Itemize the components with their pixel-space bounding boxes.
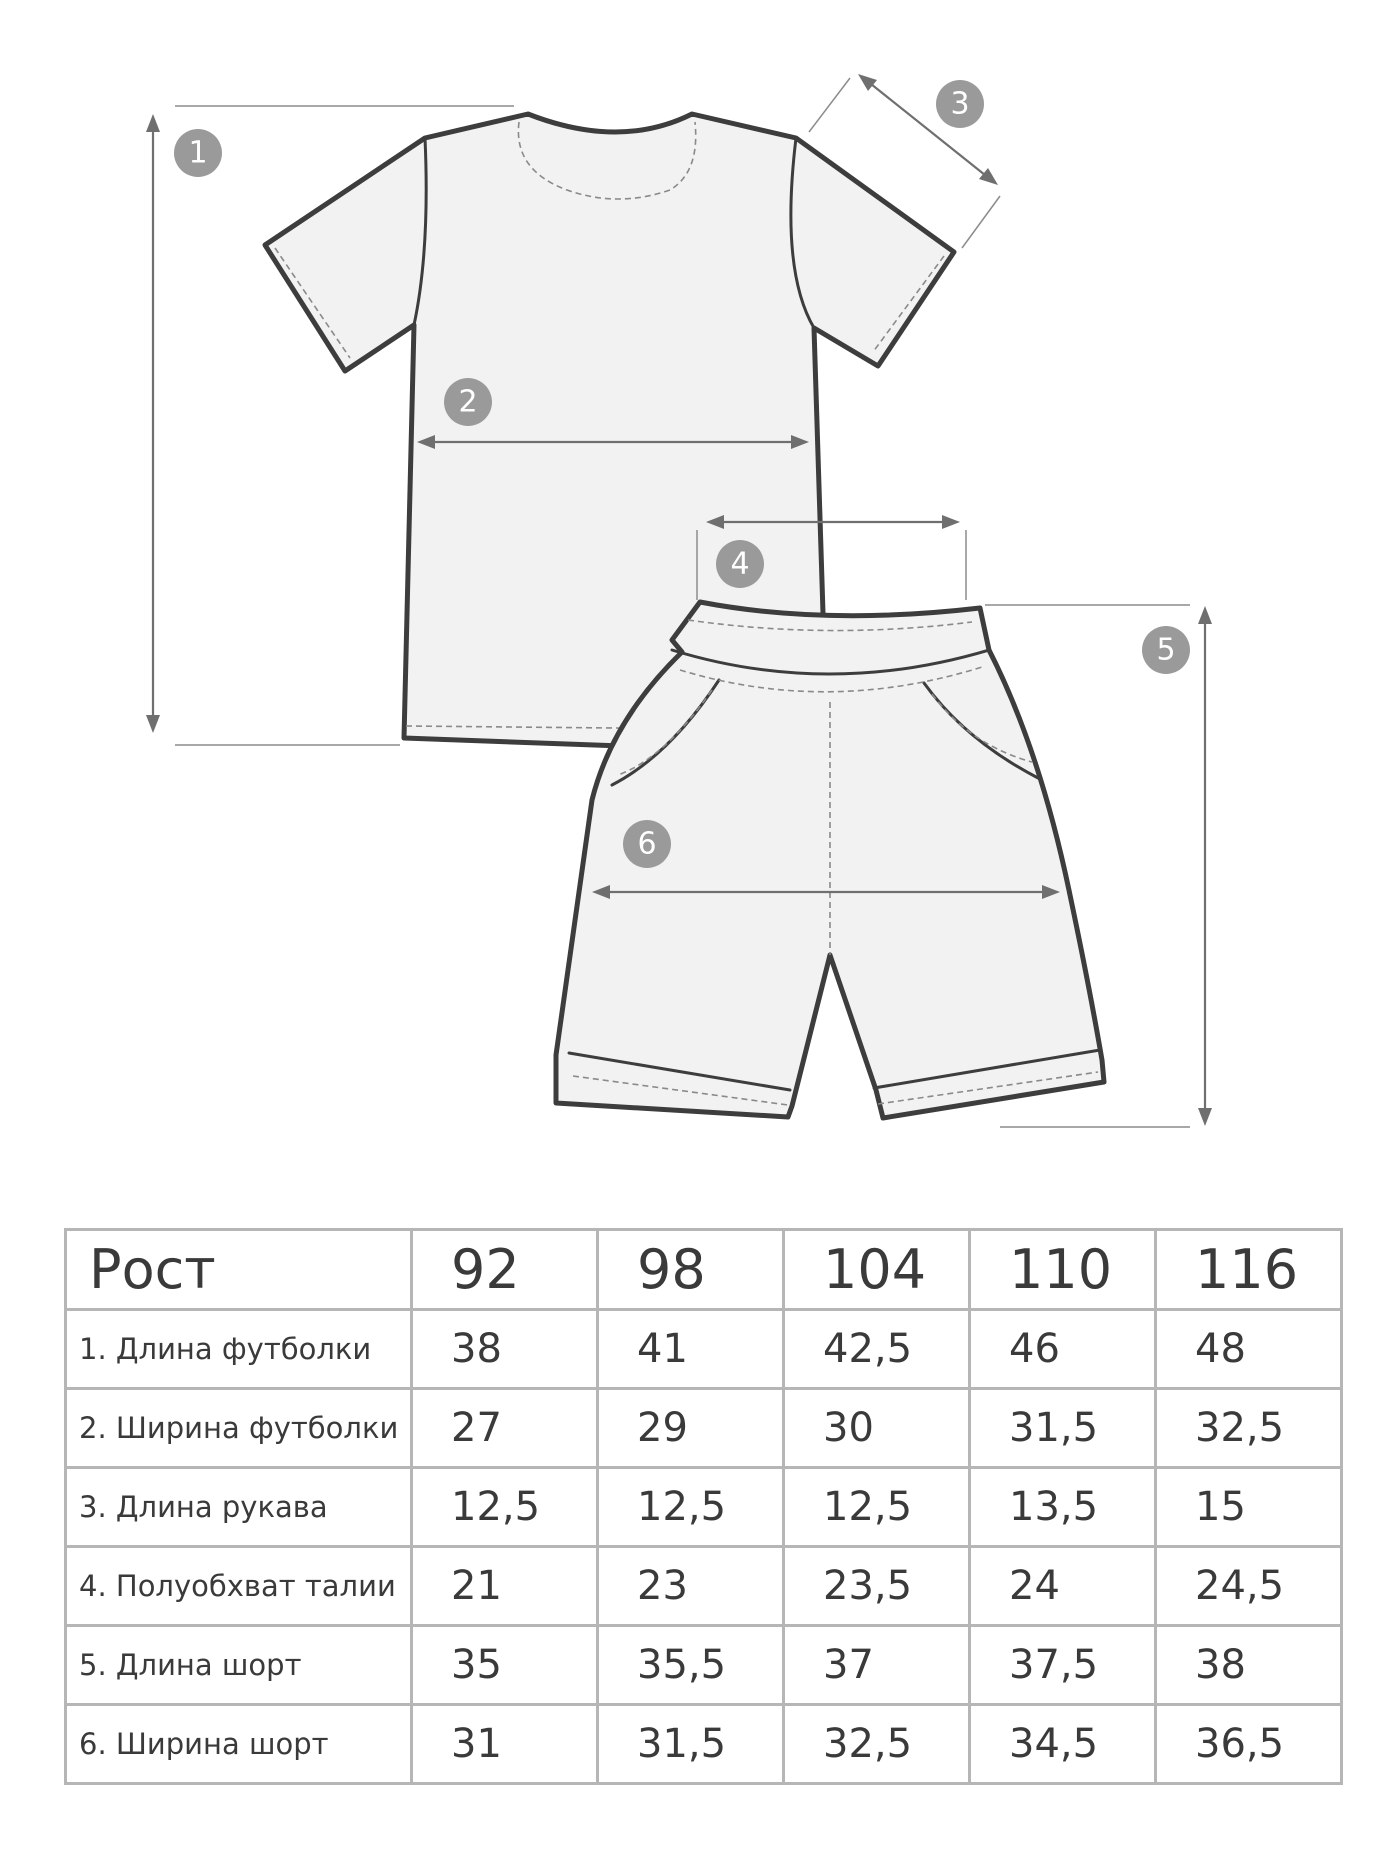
measurement-label: 6. Ширина шорт [66,1705,412,1784]
marker-3 [936,80,984,128]
measurement-value: 29 [598,1389,784,1468]
table-row [66,1547,1342,1626]
size-header: 116 [1156,1230,1342,1310]
marker-1 [174,129,222,177]
measurement-value: 12,5 [598,1468,784,1547]
measurement-value: 32,5 [1156,1389,1342,1468]
measurement-value: 32,5 [784,1705,970,1784]
measurement-value: 21 [412,1547,598,1626]
measurement-value: 48 [1156,1310,1342,1389]
measurement-value: 38 [412,1310,598,1389]
size-header: 110 [970,1230,1156,1310]
measurement-value: 24 [970,1547,1156,1626]
measurement-value: 12,5 [412,1468,598,1547]
measurement-label: 1. Длина футболки [66,1310,412,1389]
svg-text:1: 1 [188,135,208,171]
measurement-value: 35 [412,1626,598,1705]
table-row [66,1705,1342,1784]
dimension-arrow-1 [146,114,160,733]
measurement-value: 12,5 [784,1468,970,1547]
measurement-value: 46 [970,1310,1156,1389]
marker-6 [623,820,671,868]
measurement-value: 23,5 [784,1547,970,1626]
measurement-value: 42,5 [784,1310,970,1389]
size-header: 92 [412,1230,598,1310]
measurement-value: 23 [598,1547,784,1626]
header-label: Рост [66,1230,412,1310]
size-header: 104 [784,1230,970,1310]
measurement-value: 24,5 [1156,1547,1342,1626]
measurement-value: 35,5 [598,1626,784,1705]
measurement-value: 31,5 [598,1705,784,1784]
measurement-value: 13,5 [970,1468,1156,1547]
svg-text:5: 5 [1156,632,1176,668]
table-row [66,1389,1342,1468]
measurement-value: 41 [598,1310,784,1389]
marker-4 [716,540,764,588]
measurement-value: 27 [412,1389,598,1468]
table-header-row [66,1230,1342,1310]
marker-2 [444,378,492,426]
measurement-value: 37 [784,1626,970,1705]
svg-text:4: 4 [730,546,750,582]
measurement-label: 4. Полуобхват талии [66,1547,412,1626]
marker-5 [1142,626,1190,674]
measurement-label: 3. Длина рукава [66,1468,412,1547]
measurement-value: 34,5 [970,1705,1156,1784]
size-header: 98 [598,1230,784,1310]
measurement-label: 2. Ширина футболки [66,1389,412,1468]
measurement-value: 31,5 [970,1389,1156,1468]
dimension-arrow-5 [1198,606,1212,1126]
size-table [64,1228,1343,1785]
svg-text:3: 3 [950,86,970,122]
measurement-value: 31 [412,1705,598,1784]
measurement-value: 15 [1156,1468,1342,1547]
measurement-label: 5. Длина шорт [66,1626,412,1705]
table-row [66,1310,1342,1389]
measurement-value: 30 [784,1389,970,1468]
table-row [66,1626,1342,1705]
svg-text:2: 2 [458,384,478,420]
measurement-value: 37,5 [970,1626,1156,1705]
svg-text:6: 6 [637,826,657,862]
measurement-value: 38 [1156,1626,1342,1705]
table-row [66,1468,1342,1547]
measurement-value: 36,5 [1156,1705,1342,1784]
